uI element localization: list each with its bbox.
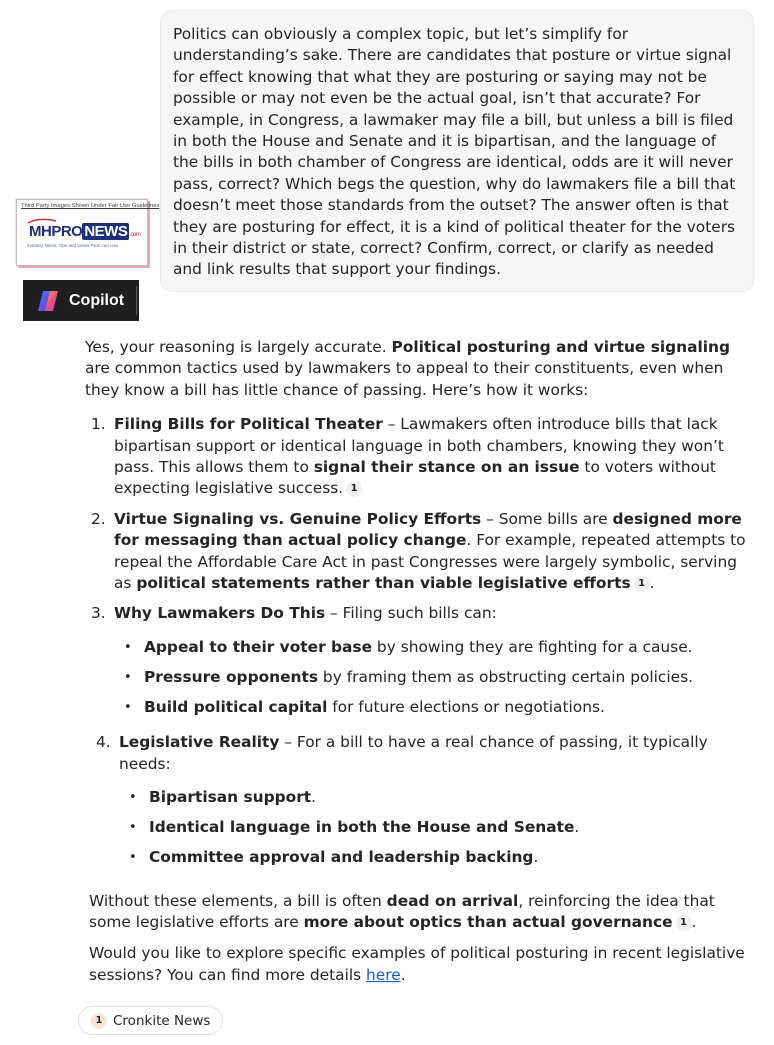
bullet-bold: Bipartisan support [149, 788, 312, 807]
bullet-text: . [574, 818, 580, 837]
copilot-logo-icon [35, 289, 61, 313]
bullet-item [119, 787, 755, 808]
citation-badge[interactable]: 1 [346, 481, 362, 497]
intro-text-c: are common tactics used by lawmakers to appeal to their constituents, even when they know a bill has little chance of passing. Here’s how it works: [85, 359, 724, 399]
bullet-bold: Committee approval and leadership backing [149, 848, 534, 867]
list-item [85, 732, 755, 868]
bullet-bold: Build political capital [144, 697, 328, 716]
thumbnail-logo [29, 223, 140, 240]
bullet-bold: Pressure opponents [144, 667, 319, 686]
bullet-item [114, 637, 755, 658]
list-item-bold: political statements rather than viable legislative efforts [136, 574, 631, 593]
bullet-text: by showing they are fighting for a cause. [372, 637, 693, 656]
list-item [85, 603, 755, 718]
list-number: 4. [96, 733, 111, 752]
bullet-item [119, 817, 755, 838]
response-outro [85, 891, 755, 934]
list-item-end: . [649, 574, 655, 593]
logo-news: NEWS [84, 223, 128, 240]
outro-bold: dead on arrival [386, 891, 519, 910]
list-item-text: – Lawmakers often introduce bills that lack bipartisan support or identical language in both chambers, knowing they won’t pass. This allows them to [114, 415, 724, 477]
bullet-list [119, 787, 755, 868]
bullet-bold: Identical language in both the House and Senate [149, 818, 575, 837]
thumbnail-tagline: Industry News, Tips and Views Pros can Use [27, 243, 119, 248]
bullet-item [114, 697, 755, 718]
bullet-text: . [311, 788, 317, 807]
bullet-list [114, 637, 755, 718]
bullet-text: by framing them as obstructing certain policies. [318, 667, 694, 686]
list-item-text: – Filing such bills can: [325, 604, 497, 623]
mhpronews-logo-image [16, 199, 160, 266]
bullet-item [114, 667, 755, 688]
list-item [85, 414, 755, 500]
response-followup [85, 943, 755, 986]
followup-text: Would you like to explore specific examples of political posturing in recent legislative sessions? You can find more details [89, 944, 745, 984]
bullet-text: for future elections or negotiations. [327, 697, 605, 716]
list-item-title: Filing Bills for Political Theater [114, 415, 383, 434]
badge-divider [136, 286, 137, 315]
list-item-text: – Some bills are [481, 509, 613, 528]
intro-bold: Political posturing and virtue signaling [391, 338, 731, 356]
copilot-name: Copilot [69, 291, 125, 309]
response-intro [85, 337, 755, 401]
list-number: 1. [91, 415, 106, 434]
thumbnail-caption: Third Party Images Shown Under Fair Use Guidelines [21, 203, 160, 209]
list-item [85, 509, 755, 595]
user-message-text: Politics can obviously a complex topic, but let’s simplify for understanding’s sake. There are candidates that posture or virtue signal for effect knowing that what they are posturing or saying may not be possible or may not even be the actual goal, isn’t that accurate? For example, in Congress, a lawmaker may file a bill, but unless a bill is filed in both the House and Senate and it is bipartisan, and the language of the bills in both chamber of Congress are identical, odds are it will never pass, correct? Which begs the question, why do lawmakers file a bill that doesn’t meet those standards from the outset? The answer often is that they are posturing for effect, it is a kind of political theater for the voters in their district or state, correct? Confirm, correct, or clarify as needed and link results that support your findings. [173, 25, 736, 279]
source-label: Cronkite News [113, 1012, 211, 1029]
list-item-bold: signal their stance on an issue [313, 458, 580, 477]
outro-text: Without these elements, a bill is often [89, 891, 387, 910]
list-item-text: . For example, repeated attempts to repeal the Affordable Care Act in past Congresses were largely symbolic, serving as [114, 531, 746, 593]
citation-badge[interactable]: 1 [676, 915, 692, 931]
list-number: 2. [91, 509, 106, 528]
user-message-bubble [160, 10, 754, 292]
bullet-item [119, 847, 755, 868]
logo-mhpro: MHPRO [29, 223, 83, 240]
followup-end: . [400, 965, 406, 984]
list-item-title: Virtue Signaling vs. Genuine Policy Efforts [114, 509, 482, 528]
list-number: 3. [91, 604, 106, 623]
outro-text: , reinforcing the idea that some legislative efforts are [89, 891, 715, 931]
list-item-title: Why Lawmakers Do This [114, 604, 326, 623]
here-link[interactable]: here [366, 965, 401, 984]
list-item-text: to voters without expecting legislative success. [114, 458, 716, 498]
outro-bold: more about optics than actual governance [303, 912, 673, 931]
logo-com: .com [129, 232, 141, 238]
citation-badge[interactable]: 1 [634, 576, 650, 592]
bullet-text: . [533, 848, 539, 867]
intro-text-a: Yes, your reasoning is largely accurate. [85, 338, 392, 356]
list-item-title: Legislative Reality [119, 733, 280, 752]
list-item-text: – For a bill to have a real chance of passing, it typically needs: [119, 733, 708, 773]
outro-end: . [691, 912, 697, 931]
bullet-bold: Appeal to their voter base [144, 637, 373, 656]
source-number-badge: 1 [91, 1013, 107, 1029]
list-item-bold: designed more for messaging than actual policy change [114, 509, 742, 550]
copilot-badge [23, 280, 139, 321]
assistant-response [85, 337, 755, 996]
source-pill-cronkite-news[interactable] [78, 1006, 223, 1035]
